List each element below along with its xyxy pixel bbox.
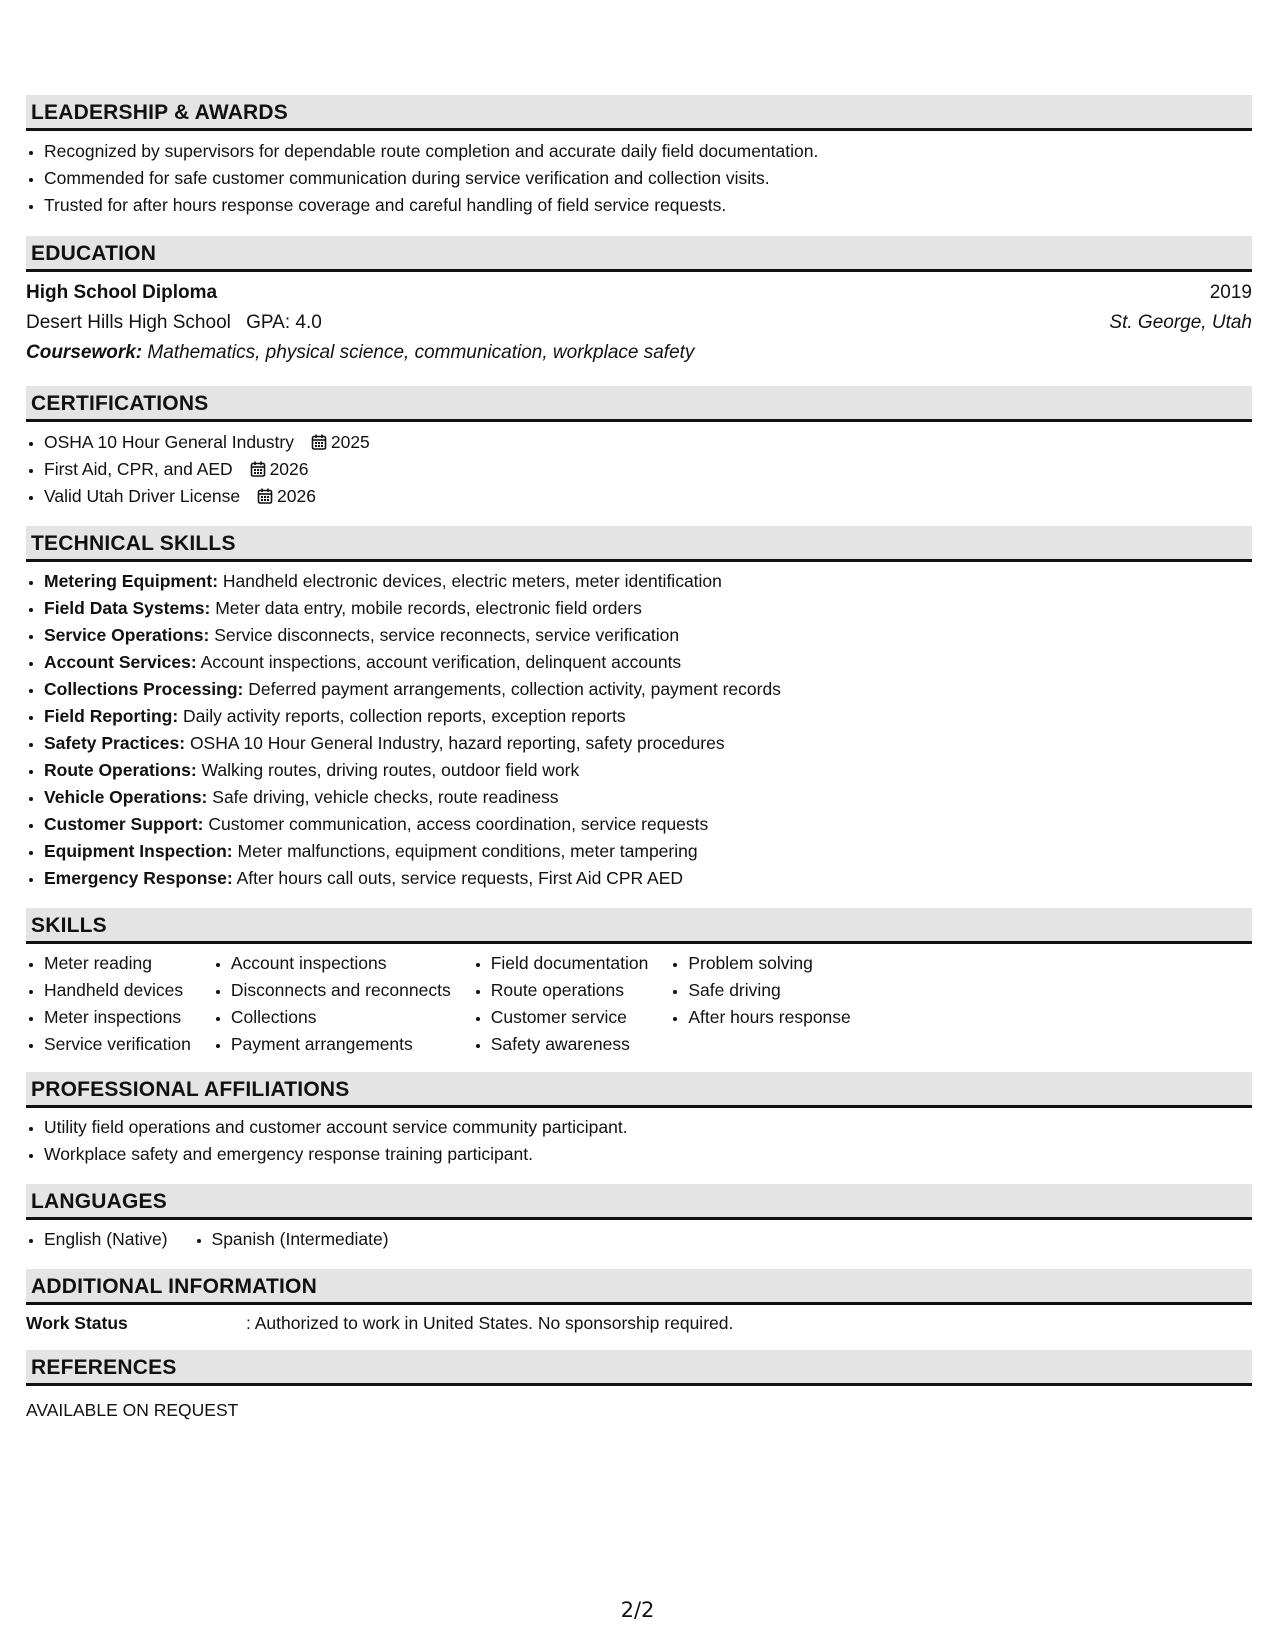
skill-item: • Payment arrangements: [231, 1031, 451, 1058]
skill-category: Vehicle Operations:: [44, 787, 208, 807]
affiliations-section: [26, 1072, 1252, 1168]
skills-column: [473, 950, 649, 1058]
certification-item: [44, 456, 1252, 483]
leadership-awards-section: [26, 95, 1252, 219]
skill-item: • Service verification: [44, 1031, 191, 1058]
skill-category: Metering Equipment:: [44, 571, 219, 591]
technical-skills-section: [26, 526, 1252, 892]
section-heading: ADDITIONAL INFORMATION: [26, 1269, 1252, 1305]
list-item: • Recognized by supervisors for dependable route completion and accurate daily field documentation.: [44, 138, 1252, 165]
section-heading: REFERENCES: [26, 1350, 1252, 1386]
certification-item: [44, 483, 1252, 510]
education-location: St. George, Utah: [1109, 312, 1252, 333]
section-heading: LANGUAGES: [26, 1184, 1252, 1220]
education-year: 2019: [1209, 282, 1252, 303]
skill-details: Safe driving, vehicle checks, route readiness: [212, 787, 559, 807]
section-heading: TECHNICAL SKILLS: [26, 526, 1252, 562]
certifications-list: [26, 422, 1252, 510]
certifications-section: [26, 386, 1252, 510]
skill-category: Service Operations:: [44, 625, 210, 645]
skill-item: • Handheld devices: [44, 977, 191, 1004]
technical-skill-item: [44, 568, 1252, 595]
skill-details: Meter malfunctions, equipment conditions, meter tampering: [237, 841, 698, 861]
work-status-row: [26, 1305, 1252, 1334]
skill-details: Handheld electronic devices, electric meters, meter identification: [222, 571, 722, 591]
list-item: • Utility field operations and customer account service community participant.: [44, 1114, 1252, 1141]
technical-skill-item: [44, 865, 1252, 892]
coursework-text: Mathematics, physical science, communication, workplace safety: [147, 342, 695, 363]
technical-skill-item: [44, 703, 1252, 730]
skill-item: • Meter reading: [44, 950, 191, 977]
technical-skill-item: [44, 757, 1252, 784]
skills-column: [26, 950, 191, 1058]
skill-item: • Route operations: [491, 977, 649, 1004]
education-gpa: GPA: 4.0: [246, 312, 322, 333]
skill-category: Account Services:: [44, 652, 197, 672]
certification-name: First Aid, CPR, and AED: [44, 459, 233, 479]
skill-item: • Safe driving: [688, 977, 850, 1004]
skill-category: Route Operations:: [44, 760, 197, 780]
skills-section: [26, 908, 1252, 1058]
skill-item: • Customer service: [491, 1004, 649, 1031]
skill-item: • Account inspections: [231, 950, 451, 977]
technical-skill-item: [44, 622, 1252, 649]
skill-category: Field Reporting:: [44, 706, 179, 726]
technical-skill-item: [44, 838, 1252, 865]
skill-item: • Problem solving: [688, 950, 850, 977]
work-status-value: : Authorized to work in United States. No sponsorship required.: [246, 1313, 734, 1333]
resume-page: [26, 95, 1252, 1421]
calendar-icon: [311, 434, 327, 450]
awards-list: [26, 131, 1252, 219]
page-number: 2/2: [620, 1598, 655, 1622]
section-heading: EDUCATION: [26, 236, 1252, 272]
section-heading: SKILLS: [26, 908, 1252, 944]
education-degree: High School Diploma: [26, 282, 218, 303]
language-item: • Spanish (Intermediate): [212, 1226, 389, 1253]
skill-details: Account inspections, account verification, delinquent accounts: [200, 652, 682, 672]
technical-skill-item: [44, 784, 1252, 811]
section-heading: LEADERSHIP & AWARDS: [26, 95, 1252, 131]
education-coursework: [26, 338, 1252, 368]
coursework-label: Coursework:: [26, 342, 143, 363]
affiliations-list: [26, 1108, 1252, 1168]
skills-column: [213, 950, 451, 1058]
skill-item: • Collections: [231, 1004, 451, 1031]
skill-details: OSHA 10 Hour General Industry, hazard reporting, safety procedures: [189, 733, 725, 753]
section-heading: CERTIFICATIONS: [26, 386, 1252, 422]
skill-details: Service disconnects, service reconnects, service verification: [214, 625, 680, 645]
skill-item: • Field documentation: [491, 950, 649, 977]
skill-category: Collections Processing:: [44, 679, 244, 699]
technical-skill-item: [44, 730, 1252, 757]
calendar-icon: [250, 461, 266, 477]
certification-year: 2026: [277, 486, 316, 506]
calendar-icon: [257, 488, 273, 504]
languages-section: [26, 1184, 1252, 1253]
section-heading: PROFESSIONAL AFFILIATIONS: [26, 1072, 1252, 1108]
language-item: • English (Native): [44, 1226, 168, 1253]
references-section: [26, 1350, 1252, 1421]
skill-item: • Meter inspections: [44, 1004, 191, 1031]
skill-details: Meter data entry, mobile records, electronic field orders: [215, 598, 642, 618]
skill-item: • After hours response: [688, 1004, 850, 1031]
skill-details: Daily activity reports, collection reports, exception reports: [183, 706, 626, 726]
work-status-label: Work Status: [26, 1313, 128, 1333]
skill-details: Deferred payment arrangements, collection activity, payment records: [248, 679, 781, 699]
certification-year: 2026: [269, 459, 309, 479]
skill-category: Safety Practices:: [44, 733, 186, 753]
list-item: • Workplace safety and emergency response training participant.: [44, 1141, 1252, 1168]
skill-category: Customer Support:: [44, 814, 204, 834]
certification-name: Valid Utah Driver License: [44, 486, 241, 506]
skills-column: [670, 950, 850, 1058]
skill-details: Customer communication, access coordination, service requests: [208, 814, 709, 834]
technical-skills-list: [26, 562, 1252, 892]
skill-item: • Safety awareness: [491, 1031, 649, 1058]
skill-item: • Disconnects and reconnects: [231, 977, 451, 1004]
skill-details: Walking routes, driving routes, outdoor field work: [201, 760, 580, 780]
skill-details: After hours call outs, service requests, First Aid CPR AED: [236, 868, 684, 888]
list-item: • Commended for safe customer communication during service verification and collection visits.: [44, 165, 1252, 192]
list-item: • Trusted for after hours response coverage and careful handling of field service requests.: [44, 192, 1252, 219]
education-section: [26, 236, 1252, 368]
certification-name: OSHA 10 Hour General Industry: [44, 432, 294, 452]
technical-skill-item: [44, 811, 1252, 838]
education-school: Desert Hills High School: [26, 312, 231, 333]
technical-skill-item: [44, 595, 1252, 622]
technical-skill-item: [44, 676, 1252, 703]
certification-year: 2025: [330, 432, 370, 452]
additional-info-section: [26, 1269, 1252, 1334]
references-text: AVAILABLE ON REQUEST: [26, 1400, 239, 1420]
technical-skill-item: [44, 649, 1252, 676]
skill-category: Field Data Systems:: [44, 598, 211, 618]
skill-category: Equipment Inspection:: [44, 841, 233, 861]
certification-item: [44, 429, 1252, 456]
languages-list: [26, 1220, 1252, 1253]
skills-grid: [26, 944, 1252, 1058]
skill-category: Emergency Response:: [44, 868, 233, 888]
